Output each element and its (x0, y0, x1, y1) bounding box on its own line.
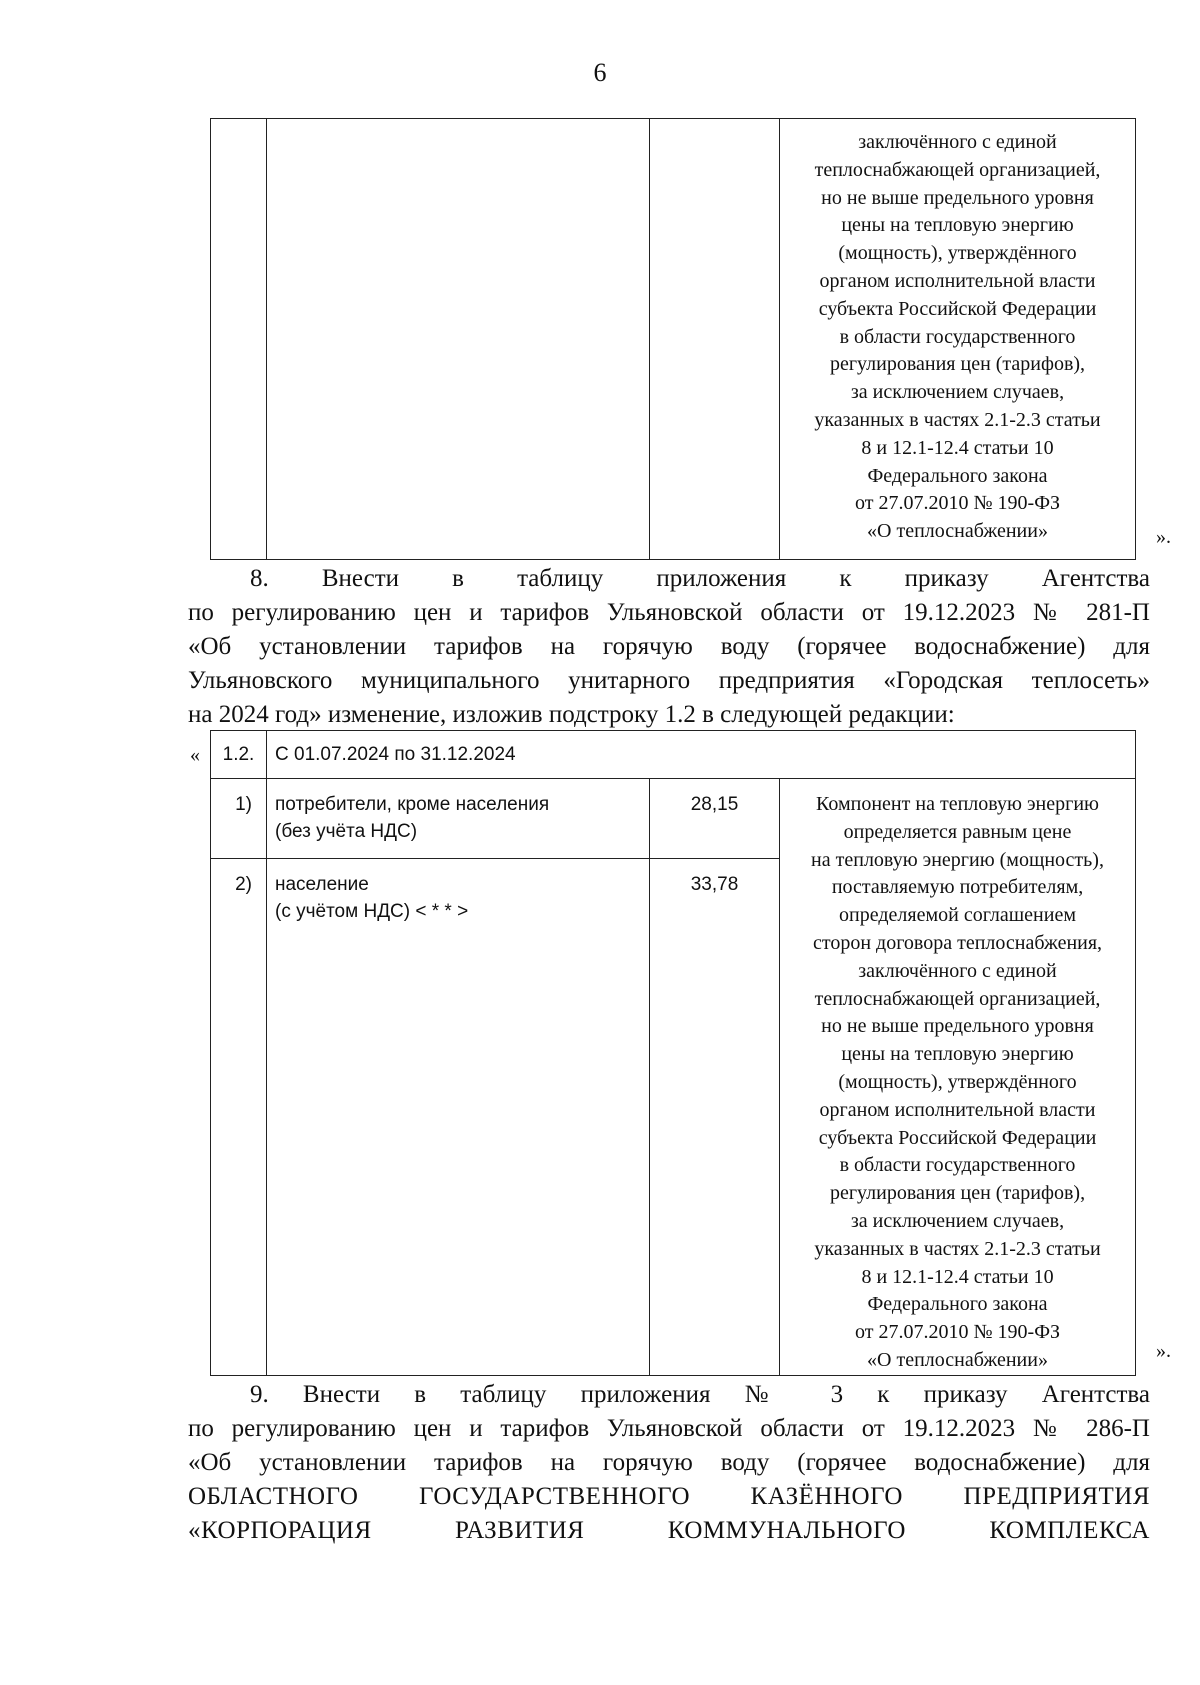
note-line: 8 и 12.1-12.4 статьи 10 (861, 436, 1054, 459)
tariff-value-1 (650, 779, 780, 859)
sub-number-text: 2) (235, 874, 252, 895)
note-line: (мощность), утверждённого (838, 242, 1077, 265)
note-text (780, 779, 1135, 1375)
paragraph-line: по регулированию цен и тарифов Ульяновской области от 19.12.2023 № 281-П (188, 599, 1150, 626)
note-cell (780, 779, 1136, 1376)
note-line: Федерального закона (867, 1293, 1048, 1316)
paragraph-line: 8. Внести в таблицу приложения к приказу Агентства (250, 565, 1150, 592)
period-text: С 01.07.2024 по 31.12.2024 (275, 744, 516, 765)
note-line: заключённого с единой (858, 131, 1057, 153)
note-line: цены на тепловую энергию (841, 214, 1074, 237)
note-line: указанных в частях 2.1-2.3 статьи (814, 408, 1101, 431)
sub-number-1 (211, 779, 267, 859)
table-cell-note (780, 119, 1136, 560)
paragraph-8 (188, 562, 1150, 732)
paragraph-line: на 2024 год» изменение, изложив подстроку 1.2 в следующей редакции: (188, 701, 955, 728)
period-cell (267, 731, 1136, 779)
note-line: органом исполнительной власти (819, 269, 1096, 292)
note-line: определяется равным цене (843, 820, 1072, 843)
paragraph-line: Ульяновского муниципального унитарного предприятия «Городская теплосеть» (188, 667, 1150, 694)
closing-quote-2: ». (1156, 1340, 1171, 1362)
continuation-table (210, 118, 1136, 560)
paragraph-line: «Об установлении тарифов на горячую воду (горячее водоснабжение) для (188, 633, 1150, 660)
tariff-value-text: 28,15 (690, 794, 739, 815)
note-line: Федерального закона (867, 464, 1048, 487)
closing-quote: ». (1156, 526, 1171, 548)
note-line: цены на тепловую энергию (841, 1043, 1074, 1066)
note-line: Компонент на тепловую энергию (816, 793, 1099, 815)
table-cell-label (267, 119, 650, 560)
consumer-line: (с учётом НДС) < * * > (275, 901, 469, 922)
paragraph-line: по регулированию цен и тарифов Ульяновской области от 19.12.2023 № 286-П (188, 1415, 1150, 1442)
note-line: субъекта Российской Федерации (818, 1126, 1097, 1149)
page-number: 6 (593, 58, 607, 87)
note-line: в области государственного (839, 325, 1076, 348)
paragraph-9 (188, 1378, 1150, 1548)
note-line: теплоснабжающей организацией, (814, 987, 1101, 1010)
note-line: за исключением случаев, (850, 381, 1065, 404)
opening-quote: « (190, 744, 200, 766)
note-text (780, 119, 1135, 546)
note-line: 8 и 12.1-12.4 статьи 10 (861, 1265, 1054, 1288)
tariff-value-text: 33,78 (690, 874, 739, 895)
note-line: на тепловую энергию (мощность), (811, 848, 1104, 871)
note-line: указанных в частях 2.1-2.3 статьи (814, 1237, 1101, 1260)
note-line: заключённого с единой (858, 959, 1057, 982)
row-number (211, 731, 267, 779)
paragraph-line: ОБЛАСТНОГО ГОСУДАРСТВЕННОГО КАЗЁННОГО ПРЕДПРИЯТИЯ (188, 1483, 1150, 1510)
consumer-label-1 (267, 779, 650, 859)
note-line: определяемой соглашением (839, 904, 1076, 927)
sub-number-text: 1) (235, 794, 252, 815)
consumer-line: (без учёта НДС) (275, 821, 418, 842)
row-number-text: 1.2. (222, 744, 255, 765)
consumer-line: потребители, кроме населения (275, 794, 550, 815)
tariff-value-2 (650, 859, 780, 1376)
note-line: от 27.07.2010 № 190-ФЗ (854, 492, 1061, 515)
note-line: регулирования цен (тарифов), (829, 353, 1086, 376)
table-cell-num (211, 119, 267, 560)
note-line: поставляемую потребителям, (831, 876, 1084, 899)
note-line: за исключением случаев, (850, 1209, 1065, 1232)
note-line: теплоснабжающей организацией, (814, 158, 1101, 181)
note-line: «О теплоснабжении» (867, 1348, 1048, 1371)
paragraph-line: «КОРПОРАЦИЯ РАЗВИТИЯ КОММУНАЛЬНОГО КОМПЛЕКСА (188, 1517, 1150, 1544)
note-line: но не выше предельного уровня (821, 186, 1094, 209)
note-line: от 27.07.2010 № 190-ФЗ (854, 1321, 1061, 1344)
paragraph-line: «Об установлении тарифов на горячую воду (горячее водоснабжение) для (188, 1449, 1150, 1476)
paragraph-line: 9. Внести в таблицу приложения № 3 к приказу Агентства (250, 1381, 1150, 1408)
note-line: «О теплоснабжении» (867, 520, 1048, 543)
consumer-label-2 (267, 859, 650, 1376)
note-line: субъекта Российской Федерации (818, 297, 1097, 320)
note-line: (мощность), утверждённого (838, 1070, 1077, 1093)
note-line: в области государственного (839, 1154, 1076, 1177)
note-line: органом исполнительной власти (819, 1098, 1096, 1121)
table-cell-value (650, 119, 780, 560)
note-line: регулирования цен (тарифов), (829, 1182, 1086, 1205)
note-line: но не выше предельного уровня (821, 1015, 1094, 1038)
tariff-table (210, 730, 1136, 1376)
consumer-line: население (275, 874, 369, 895)
sub-number-2 (211, 859, 267, 1376)
note-line: сторон договора теплоснабжения, (812, 931, 1103, 954)
